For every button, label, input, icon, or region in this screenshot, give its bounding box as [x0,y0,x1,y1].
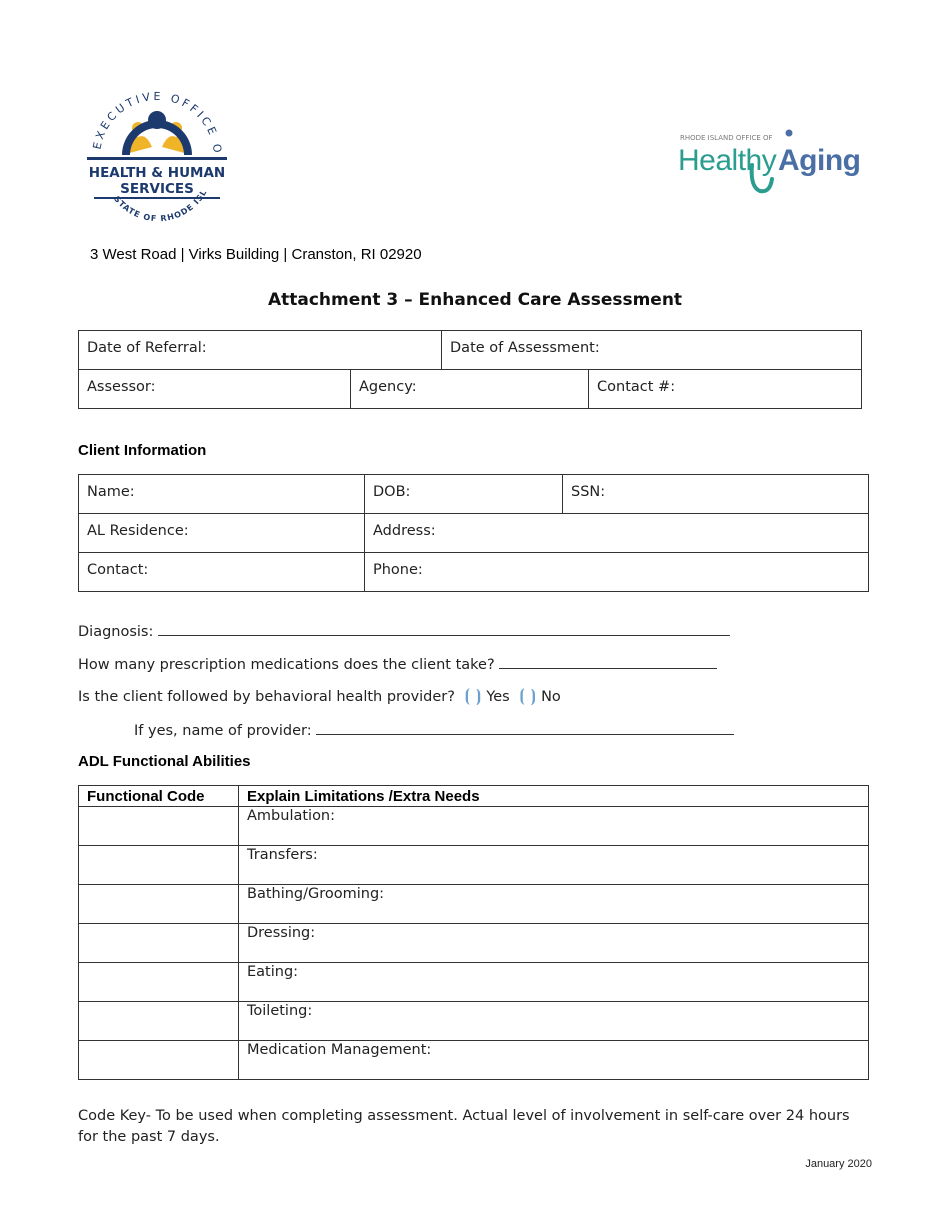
client-info-heading: Client Information [78,442,207,459]
functional-code-cell[interactable] [79,846,239,885]
medications-line [78,654,717,673]
functional-code-cell[interactable] [79,1041,239,1080]
date-of-referral-field[interactable]: Date of Referral: [79,331,442,370]
limitations-header: Explain Limitations /Extra Needs [239,786,869,807]
page-title: Attachment 3 – Enhanced Care Assessment [267,290,683,310]
svg-text:EXECUTIVE OFFICE OF: EXECUTIVE OFFICE O [90,89,225,157]
diagnosis-line [78,621,730,640]
table-row [79,924,869,963]
table-row [79,885,869,924]
behavioral-health-line [78,686,561,706]
svg-text:Aging: Aging [778,144,861,177]
healthy-aging-logo [678,125,863,200]
limitation-cell[interactable]: Dressing: [239,924,869,963]
provider-line [134,720,734,739]
table-row [79,1041,869,1080]
adl-heading: ADL Functional Abilities [78,753,251,770]
functional-code-cell[interactable] [79,924,239,963]
svg-text:Healthy: Healthy [678,144,777,177]
table-row [79,807,869,846]
limitation-cell[interactable]: Bathing/Grooming: [239,885,869,924]
name-field[interactable]: Name: [79,475,365,514]
limitation-cell[interactable]: Eating: [239,963,869,1002]
diagnosis-blank[interactable] [158,621,730,636]
svg-text:HEALTH & HUMAN: HEALTH & HUMAN [88,165,226,181]
phone-field[interactable]: Phone: [365,553,869,592]
functional-code-cell[interactable] [79,885,239,924]
assessor-field[interactable]: Assessor: [79,370,351,409]
ssn-field[interactable]: SSN: [563,475,869,514]
yes-checkbox[interactable]: ⦗ ⦘ [464,686,482,706]
functional-code-header: Functional Code [79,786,239,807]
adl-table [78,785,869,1080]
functional-code-cell[interactable] [79,807,239,846]
table-row [79,846,869,885]
medications-blank[interactable] [499,654,717,669]
agency-field[interactable]: Agency: [351,370,589,409]
medications-label: How many prescription medications does the client take? [78,657,495,673]
no-checkbox[interactable]: ⦗ ⦘ [519,686,537,706]
al-residence-field[interactable]: AL Residence: [79,514,365,553]
office-address: 3 West Road | Virks Building | Cranston, RI 02920 [90,246,422,263]
limitation-cell[interactable]: Medication Management: [239,1041,869,1080]
contact-number-field[interactable]: Contact #: [589,370,862,409]
dob-field[interactable]: DOB: [365,475,563,514]
svg-text:SERVICES: SERVICES [120,181,194,197]
limitation-cell[interactable]: Ambulation: [239,807,869,846]
code-key-text: Code Key- To be used when completing assessment. Actual level of involvement in self-care over 24 hours for the past 7 days. [78,1108,850,1145]
date-of-assessment-field[interactable]: Date of Assessment: [442,331,862,370]
limitation-cell[interactable]: Transfers: [239,846,869,885]
provider-label: If yes, name of provider: [134,723,312,739]
client-info-table [78,474,869,592]
svg-text:RHODE ISLAND OFFICE OF: RHODE ISLAND OFFICE OF [680,134,773,142]
table-row [79,963,869,1002]
no-label: No [541,689,561,705]
provider-blank[interactable] [316,720,734,735]
svg-text:STATE OF RHODE ISLAND: STATE OF RHODE ISL [112,187,209,224]
functional-code-cell[interactable] [79,1002,239,1041]
limitation-cell[interactable]: Toileting: [239,1002,869,1041]
yes-label: Yes [486,689,510,705]
address-field[interactable]: Address: [365,514,869,553]
behavioral-health-label: Is the client followed by behavioral health provider? [78,689,455,705]
table-row [79,1002,869,1041]
eohhs-logo [82,85,232,230]
referral-table [78,330,862,409]
footer-date: January 2020 [805,1158,872,1170]
contact-field[interactable]: Contact: [79,553,365,592]
functional-code-cell[interactable] [79,963,239,1002]
diagnosis-label: Diagnosis: [78,624,154,640]
